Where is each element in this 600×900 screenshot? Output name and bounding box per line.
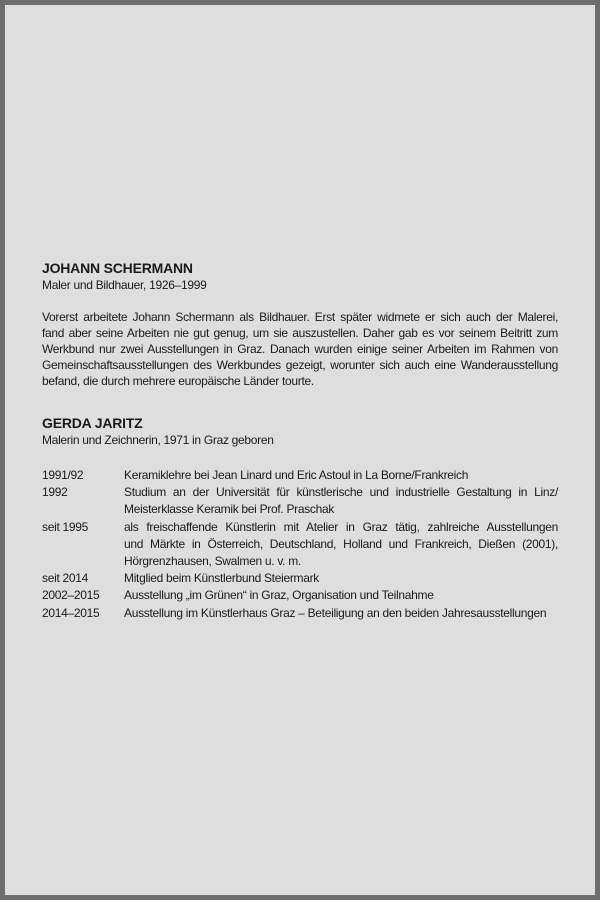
timeline-entry xyxy=(42,570,558,587)
timeline-description xyxy=(124,570,558,587)
bio-line: Werkbund nur zwei Ausstellungen in Graz. Danach wurden einige seiner Arbeiten im Rahmen von xyxy=(42,342,558,356)
timeline-description-line: Keramiklehre bei Jean Linard und Eric Astoul in La Borne/Frankreich xyxy=(124,468,469,482)
timeline-entry xyxy=(42,587,558,604)
timeline-description-line: Studium an der Universität für künstlerische und industrielle Gestaltung in Linz/ xyxy=(124,485,558,500)
bio-line: befand, die durch mehrere europäische Länder tourte. xyxy=(42,374,314,388)
timeline-period: seit 1995 xyxy=(42,519,89,534)
timeline-description-line: und Märkte in Österreich, Deutschland, Holland und Frankreich, Dießen (2001), xyxy=(124,536,558,551)
bio-line: Gemeinschaftsausstellungen des Werkbundes gezeigt, worunter sich auch eine Wanderausstellung xyxy=(42,358,558,372)
timeline-entry xyxy=(42,519,558,571)
timeline-period: 2014–2015 xyxy=(42,605,100,620)
timeline-period: 1992 xyxy=(42,485,68,500)
bio-line: Vorerst arbeitete Johann Schermann als Bildhauer. Erst später widmete er sich auch der Malerei, xyxy=(42,310,558,324)
timeline-period: 1991/92 xyxy=(42,468,84,482)
artist-section-gerda-jaritz xyxy=(42,415,558,448)
timeline-description-line: Hörgrenzhausen, Swalmen u. v. m. xyxy=(124,554,301,569)
artist-subtitle: Malerin und Zeichnerin, 1971 in Graz geboren xyxy=(42,433,274,447)
artist-section-johann-schermann xyxy=(42,260,558,293)
timeline-description-line: Ausstellung im Künstlerhaus Graz – Beteiligung an den beiden Jahresausstellungen xyxy=(124,605,547,620)
timeline-period: 2002–2015 xyxy=(42,588,100,603)
timeline-entry xyxy=(42,467,558,484)
bio-line: fand aber seine Arbeiten nie gut genug, um sie auszustellen. Daher gab es vor seinem Beitritt zum xyxy=(42,326,558,340)
artist-name-heading: JOHANN SCHERMANN xyxy=(42,260,193,276)
timeline-period: seit 2014 xyxy=(42,571,89,586)
artist-name-heading: GERDA JARITZ xyxy=(42,415,143,431)
timeline-description xyxy=(124,484,558,518)
timeline-entry xyxy=(42,605,558,622)
timeline-description xyxy=(124,605,558,622)
artist-timeline xyxy=(42,467,558,622)
timeline-description-line: Meisterklasse Keramik bei Prof. Praschak xyxy=(124,502,335,517)
timeline-description xyxy=(124,467,558,484)
timeline-description-line: Ausstellung „im Grünen“ in Graz, Organisation und Teilnahme xyxy=(124,588,434,603)
timeline-description xyxy=(124,587,558,604)
timeline-description-line: als freischaffende Künstlerin mit Atelier in Graz tätig, zahlreiche Ausstellungen xyxy=(124,519,558,534)
timeline-description xyxy=(124,519,558,571)
artist-subtitle: Maler und Bildhauer, 1926–1999 xyxy=(42,278,207,292)
artist-bio-paragraph xyxy=(42,309,558,389)
timeline-description-line: Mitglied beim Künstlerbund Steiermark xyxy=(124,571,319,586)
timeline-entry xyxy=(42,484,558,518)
